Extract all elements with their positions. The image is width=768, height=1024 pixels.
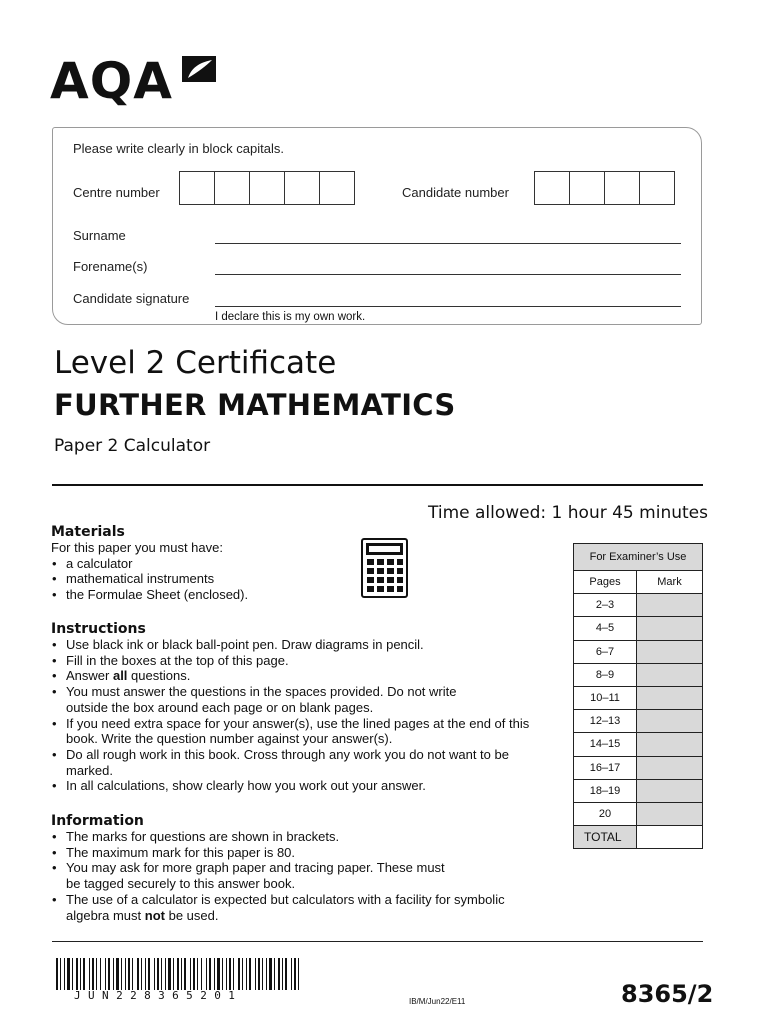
barcode-bar bbox=[157, 958, 159, 990]
barcode-bar bbox=[222, 958, 223, 990]
barcode-bar bbox=[255, 958, 256, 990]
barcode-bar bbox=[246, 958, 247, 990]
pages-cell: 18–19 bbox=[574, 779, 637, 802]
pages-cell: 2–3 bbox=[574, 594, 637, 617]
materials-section bbox=[51, 524, 381, 603]
forename-line[interactable] bbox=[215, 274, 681, 275]
signature-line[interactable] bbox=[215, 306, 681, 307]
barcode-bar bbox=[184, 958, 186, 990]
list-item bbox=[51, 892, 551, 923]
materials-heading: Materials bbox=[51, 524, 125, 540]
pages-cell: 14–15 bbox=[574, 733, 637, 756]
surname-label: Surname bbox=[73, 228, 126, 243]
barcode-bar bbox=[92, 958, 94, 990]
barcode-bar bbox=[197, 958, 198, 990]
document-reference: IB/M/Jun22/E11 bbox=[409, 997, 466, 1006]
text-fragment: questions. bbox=[127, 668, 191, 684]
barcode-bar bbox=[89, 958, 90, 990]
pages-cell: 8–9 bbox=[574, 663, 637, 686]
text-fragment: be used. bbox=[164, 907, 219, 923]
barcode-bar bbox=[113, 958, 114, 990]
barcode-bar bbox=[274, 958, 275, 990]
barcode-bar bbox=[190, 958, 191, 990]
candidate-digit-box[interactable] bbox=[604, 171, 640, 205]
barcode-bar bbox=[242, 958, 243, 990]
mark-column-header: Mark bbox=[637, 571, 703, 594]
instructions-list bbox=[51, 637, 551, 794]
barcode-bar bbox=[201, 958, 202, 990]
pages-cell: 6–7 bbox=[574, 640, 637, 663]
candidate-number-label: Candidate number bbox=[402, 185, 509, 200]
barcode-bar bbox=[278, 958, 280, 990]
emphasis: all bbox=[112, 668, 128, 684]
list-item: • You may ask for more graph paper and tracing paper. These must be tagged securely to this answer book. bbox=[51, 860, 551, 891]
barcode-bar bbox=[137, 958, 139, 990]
centre-digit-box[interactable] bbox=[214, 171, 250, 205]
centre-digit-box[interactable] bbox=[319, 171, 355, 205]
total-mark-cell bbox=[637, 826, 703, 849]
subject-title: FURTHER MATHEMATICS bbox=[54, 388, 456, 422]
mark-cell bbox=[637, 663, 703, 686]
barcode-bar bbox=[177, 958, 179, 990]
pages-cell: 20 bbox=[574, 802, 637, 825]
emphasis: not bbox=[144, 907, 165, 923]
information-list bbox=[51, 829, 551, 923]
barcode-bar bbox=[217, 958, 220, 990]
mark-cell bbox=[637, 686, 703, 709]
list-item: • Use black ink or black ball-point pen. Draw diagrams in pencil. bbox=[51, 637, 551, 653]
mark-cell bbox=[637, 640, 703, 663]
barcode-digits: JUN228365201 bbox=[74, 989, 243, 1002]
materials-list bbox=[51, 556, 381, 603]
barcode-bar bbox=[238, 958, 240, 990]
materials-intro: For this paper you must have: bbox=[51, 540, 223, 555]
list-item: • a calculator bbox=[51, 556, 381, 572]
barcode-bar bbox=[226, 958, 227, 990]
instructions-section bbox=[51, 621, 551, 794]
barcode-bar bbox=[206, 958, 207, 990]
aqa-logo: AQA bbox=[50, 52, 173, 110]
barcode-bar bbox=[60, 958, 61, 990]
divider bbox=[52, 484, 703, 486]
mark-cell bbox=[637, 779, 703, 802]
list-item: • The marks for questions are shown in brackets. bbox=[51, 829, 551, 845]
barcode-bar bbox=[229, 958, 231, 990]
barcode-bar bbox=[233, 958, 234, 990]
paper-code: 8365/2 bbox=[621, 980, 714, 1008]
centre-digit-box[interactable] bbox=[284, 171, 320, 205]
list-item: • In all calculations, show clearly how you work out your answer. bbox=[51, 778, 551, 794]
centre-number-label: Centre number bbox=[73, 185, 160, 200]
examiner-use-table bbox=[573, 543, 703, 849]
qualification-level: Level 2 Certificate bbox=[54, 345, 337, 381]
barcode-bar bbox=[165, 958, 166, 990]
aqa-leaf-icon bbox=[178, 54, 218, 84]
barcode-bar bbox=[116, 958, 119, 990]
list-item: • Do all rough work in this book. Cross through any work you do not want to be marked. bbox=[51, 747, 551, 778]
barcode-bar bbox=[266, 958, 267, 990]
centre-digit-box[interactable] bbox=[249, 171, 285, 205]
barcode-bar bbox=[105, 958, 106, 990]
information-section bbox=[51, 813, 551, 923]
information-heading: Information bbox=[51, 813, 144, 829]
forename-label: Forename(s) bbox=[73, 259, 148, 274]
barcode-bar bbox=[262, 958, 263, 990]
barcode-bar bbox=[128, 958, 130, 990]
mark-cell bbox=[637, 710, 703, 733]
barcode-bar bbox=[125, 958, 126, 990]
text-fragment: Answer bbox=[66, 668, 113, 684]
pages-cell: 16–17 bbox=[574, 756, 637, 779]
barcode-bar bbox=[76, 958, 78, 990]
mark-cell bbox=[637, 617, 703, 640]
barcode-bar bbox=[154, 958, 155, 990]
barcode-bar bbox=[269, 958, 272, 990]
centre-digit-box[interactable] bbox=[179, 171, 215, 205]
candidate-digit-box[interactable] bbox=[639, 171, 675, 205]
barcode-bar bbox=[148, 958, 150, 990]
barcode-bar bbox=[121, 958, 122, 990]
barcode-bar bbox=[249, 958, 251, 990]
barcode-bar bbox=[145, 958, 146, 990]
pages-cell: 4–5 bbox=[574, 617, 637, 640]
barcode-bar bbox=[141, 958, 142, 990]
barcode-bar bbox=[83, 958, 85, 990]
list-item bbox=[51, 668, 551, 684]
barcode-bar bbox=[214, 958, 215, 990]
time-allowed: Time allowed: 1 hour 45 minutes bbox=[428, 503, 708, 523]
text-fragment: The use of a calculator is expected but calculators with a facility for symbolic algebra must bbox=[66, 891, 505, 923]
barcode-bar bbox=[56, 958, 58, 990]
barcode-bar bbox=[193, 958, 195, 990]
candidate-number-boxes[interactable] bbox=[534, 171, 675, 205]
barcode-bar bbox=[67, 958, 70, 990]
barcode-bar bbox=[108, 958, 110, 990]
barcode-bar bbox=[258, 958, 260, 990]
surname-line[interactable] bbox=[215, 243, 681, 244]
signature-label: Candidate signature bbox=[73, 291, 190, 306]
barcode-bar bbox=[72, 958, 73, 990]
barcode-bar bbox=[64, 958, 65, 990]
barcode-bar bbox=[100, 958, 101, 990]
candidate-digit-box[interactable] bbox=[569, 171, 605, 205]
centre-number-boxes[interactable] bbox=[179, 171, 355, 205]
mark-cell bbox=[637, 756, 703, 779]
barcode-bar bbox=[132, 958, 133, 990]
barcode-bar bbox=[96, 958, 97, 990]
list-item: • mathematical instruments bbox=[51, 571, 381, 587]
mark-cell bbox=[637, 802, 703, 825]
barcode-bar bbox=[80, 958, 81, 990]
barcode-bar bbox=[209, 958, 211, 990]
pages-cell: 10–11 bbox=[574, 686, 637, 709]
barcode-bar bbox=[161, 958, 162, 990]
instructions-heading: Instructions bbox=[51, 621, 146, 637]
barcode-bar bbox=[298, 958, 299, 990]
barcode bbox=[56, 958, 302, 990]
barcode-bar bbox=[181, 958, 182, 990]
barcode-bar bbox=[291, 958, 292, 990]
barcode-bar bbox=[173, 958, 174, 990]
paper-title: Paper 2 Calculator bbox=[54, 436, 211, 456]
barcode-bar bbox=[294, 958, 296, 990]
block-capitals-instruction: Please write clearly in block capitals. bbox=[73, 141, 284, 156]
list-item: • The maximum mark for this paper is 80. bbox=[51, 845, 551, 861]
candidate-digit-box[interactable] bbox=[534, 171, 570, 205]
barcode-bar bbox=[168, 958, 171, 990]
declaration-text: I declare this is my own work. bbox=[215, 311, 366, 323]
list-item: • the Formulae Sheet (enclosed). bbox=[51, 587, 381, 603]
list-item: • Fill in the boxes at the top of this page. bbox=[51, 653, 551, 669]
mark-cell bbox=[637, 733, 703, 756]
mark-cell bbox=[637, 594, 703, 617]
barcode-bar bbox=[285, 958, 287, 990]
footer-divider bbox=[52, 941, 703, 942]
barcode-bar bbox=[282, 958, 283, 990]
pages-cell: 12–13 bbox=[574, 710, 637, 733]
list-item: • If you need extra space for your answer(s), use the lined pages at the end of this book. Write the question number against your answer(s). bbox=[51, 716, 551, 747]
calculator-icon bbox=[361, 538, 408, 598]
list-item: • You must answer the questions in the spaces provided. Do not write outside the box around each page or on blank pages. bbox=[51, 684, 551, 715]
pages-column-header: Pages bbox=[574, 571, 637, 594]
total-label: TOTAL bbox=[574, 826, 637, 849]
examiner-table-title: For Examiner’s Use bbox=[574, 544, 703, 571]
